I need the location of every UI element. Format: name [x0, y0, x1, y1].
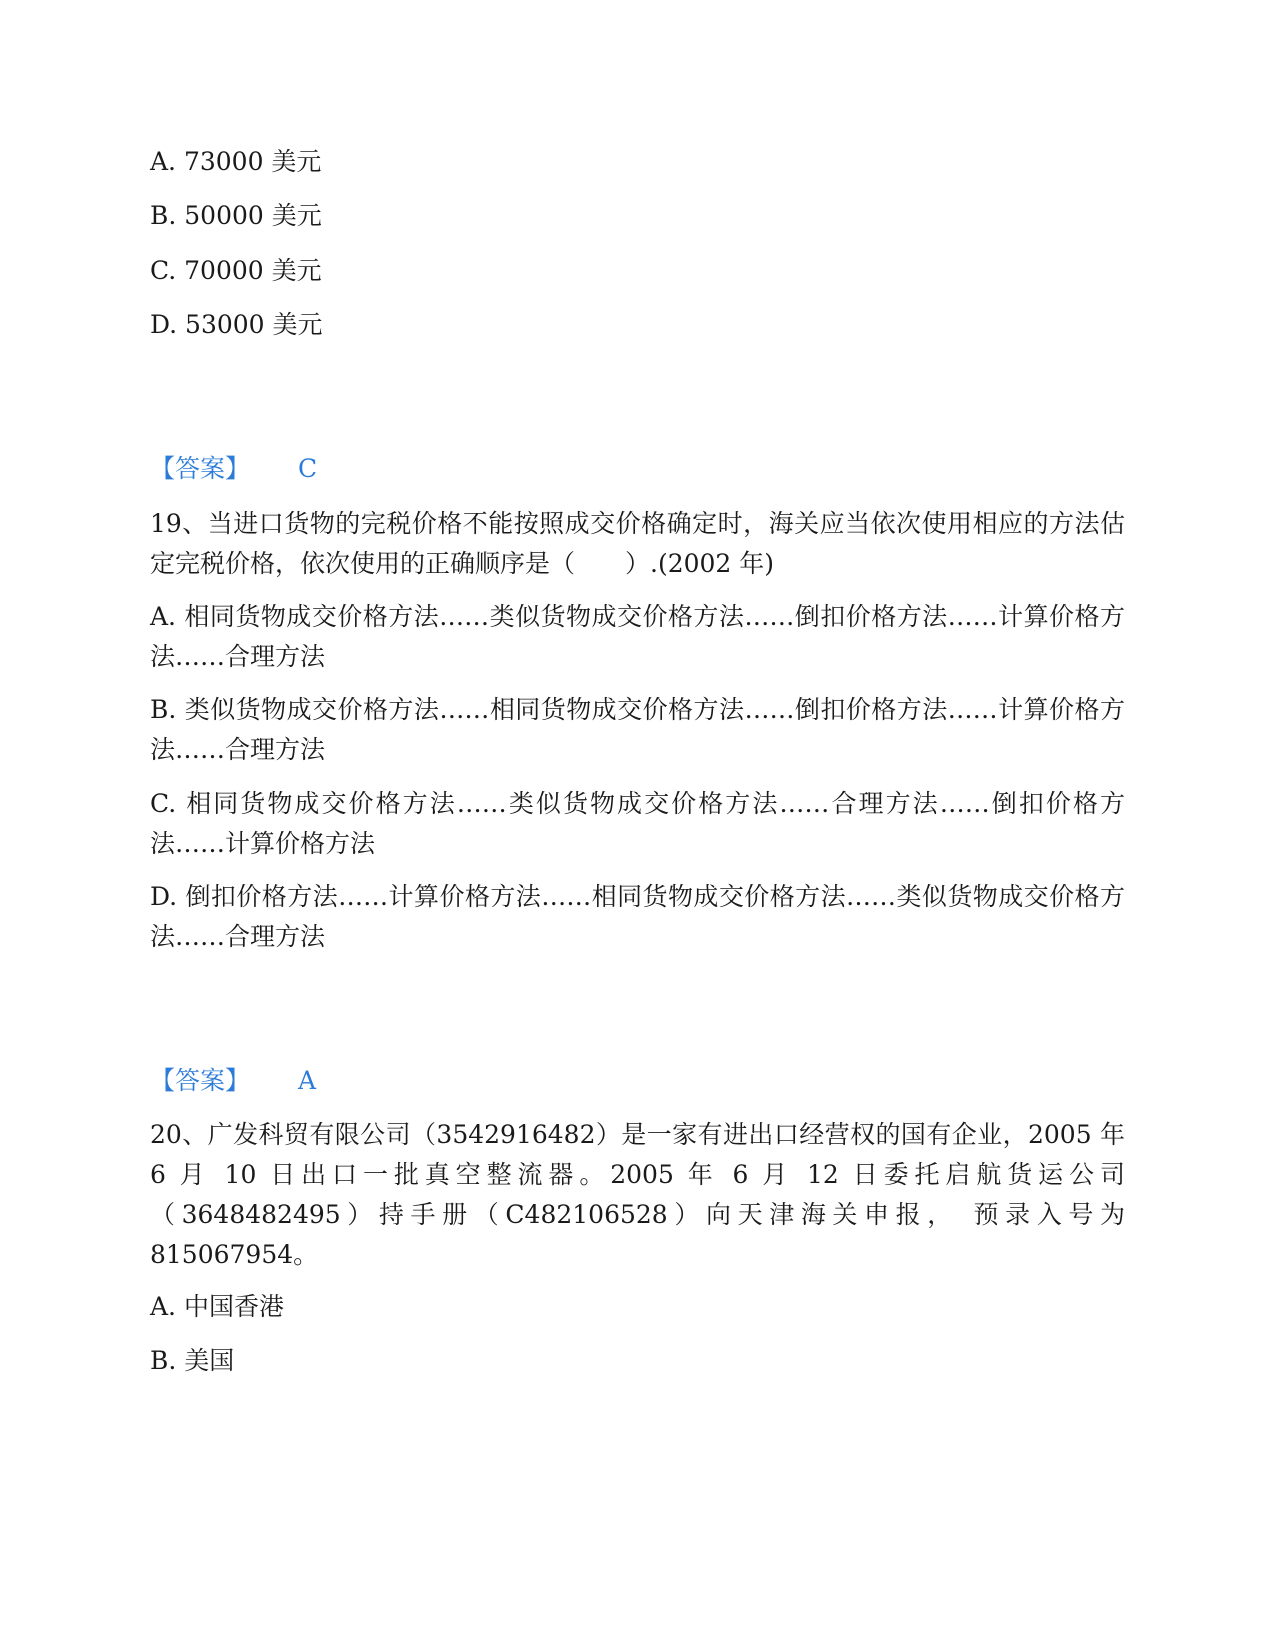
answer-value: C	[298, 454, 318, 483]
q18-option-d: D. 53000 美元	[150, 310, 323, 339]
q20-option-a: A. 中国香港	[150, 1292, 284, 1321]
q19-option-a: A. 相同货物成交价格方法……类似货物成交价格方法……倒扣价格方法……计算价格方法……合理方法	[150, 602, 1125, 671]
q20-question: 20、广发科贸有限公司（3542916482）是一家有进出口经营权的国有企业，2005 年 6 月 10 日出口一批真空整流器。2005 年 6 月 12 日委托启航货运公司（3648482495）持手册（C482106528）向天津海关申报， 预录入号为 815067954。	[150, 1120, 1125, 1269]
q18-option-b: B. 50000 美元	[150, 201, 322, 230]
q18-option-a: A. 73000 美元	[150, 147, 322, 176]
q19-answer	[150, 1061, 316, 1101]
q20-option-b: B. 美国	[150, 1346, 235, 1375]
q18-answer	[150, 449, 317, 489]
q19-option-d: D. 倒扣价格方法……计算价格方法……相同货物成交价格方法……类似货物成交价格方法……合理方法	[150, 882, 1125, 951]
answer-label: 【答案】	[150, 454, 251, 483]
q19-option-c: C. 相同货物成交价格方法……类似货物成交价格方法……合理方法……倒扣价格方法……计算价格方法	[150, 789, 1125, 858]
q18-option-c: C. 70000 美元	[150, 256, 322, 285]
answer-label: 【答案】	[150, 1066, 251, 1095]
answer-value: A	[298, 1066, 317, 1095]
q19-question: 19、当进口货物的完税价格不能按照成交价格确定时，海关应当依次使用相应的方法估定完税价格，依次使用的正确顺序是（ ）.(2002 年)	[150, 509, 1125, 578]
q19-option-b: B. 类似货物成交价格方法……相同货物成交价格方法……倒扣价格方法……计算价格方法……合理方法	[150, 695, 1125, 764]
